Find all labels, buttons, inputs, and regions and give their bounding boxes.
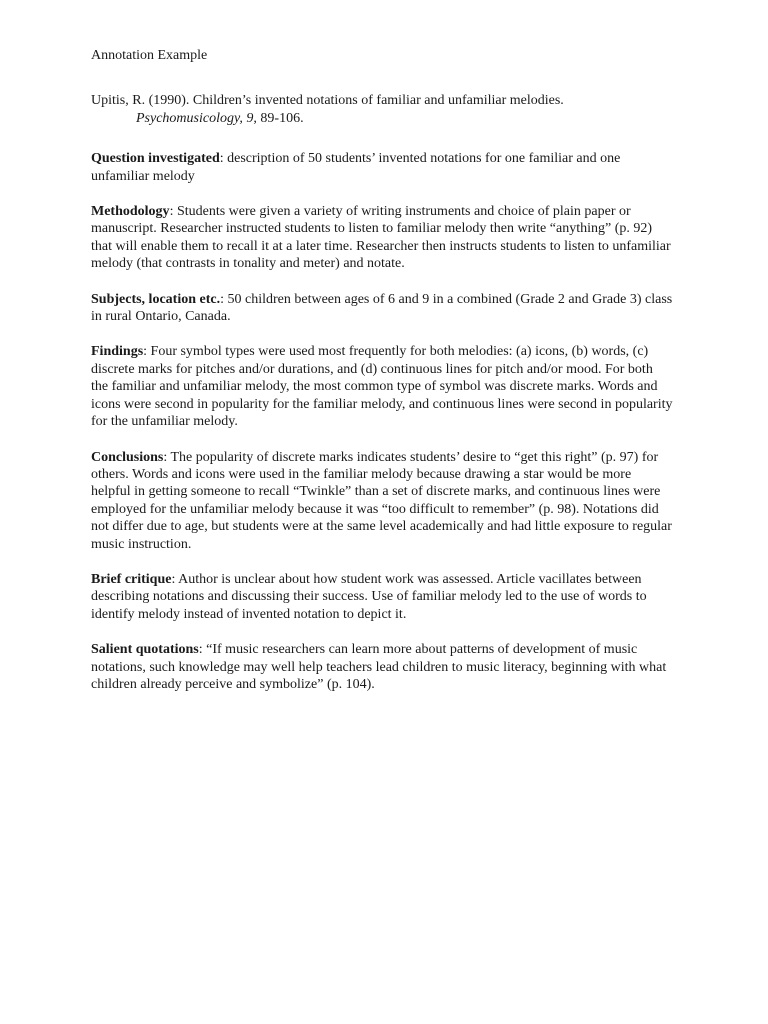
citation-journal: Psychomusicology, 9 <box>136 110 254 126</box>
section-text: Students were given a variety of writing instruments and choice of plain paper or manuscript. Researcher instructed students to listen to familiar melody then write “anything” (p. 92) that will enable them to recall it at a later time. Researcher then instructs students to listen to unfamiliar melody (that contrasts in tonality and meter) and notate. <box>91 204 671 272</box>
section-salient-quotations <box>91 641 673 693</box>
section-conclusions <box>91 449 673 553</box>
section-text: The popularity of discrete marks indicates students’ desire to “get this right” (p. 97) for others. Words and icons were used in the familiar melody because drawing a star would be more helpful in getting someone to recall “Twinkle” than a set of discrete marks, and continuous lines were employed for the unfamiliar melody because it was “too difficult to remember” (p. 98). Notations did not differ due to age, but students were at the same level academically and had little exposure to regular music instruction. <box>91 449 672 552</box>
section-label: Question investigated <box>91 151 220 167</box>
document-page <box>91 47 673 711</box>
section-text: Author is unclear about how student work was assessed. Article vacillates between describing notations and discussing their success. Use of familiar melody led to the use of words to identify melody instead of invented notation to depict it. <box>91 571 647 622</box>
section-methodology <box>91 203 673 273</box>
section-separator: : <box>169 204 177 220</box>
section-subjects-location <box>91 291 673 326</box>
document-title: Annotation Example <box>91 48 208 63</box>
section-separator: : <box>198 642 207 658</box>
section-text: description of 50 students’ invented notations for one familiar and one unfamiliar melody <box>91 151 621 184</box>
section-text: 50 children between ages of 6 and 9 in a combined (Grade 2 and Grade 3) class in rural Ontario, Canada. <box>91 291 673 325</box>
section-label: Conclusions <box>91 449 164 465</box>
section-label: Methodology <box>91 204 170 220</box>
section-question-investigated <box>91 150 673 185</box>
section-separator: : <box>219 151 228 167</box>
section-label: Brief critique <box>91 571 172 587</box>
section-label: Subjects, location etc. <box>91 291 221 307</box>
section-separator: : <box>143 344 151 360</box>
section-text: Four symbol types were used most frequently for both melodies: (a) icons, (b) words, (c) discrete marks for pitches and/or durations, and (d) continuous lines for pitch and/or mood. For both the familiar and unfamiliar melody, the most common type of symbol was discrete marks. Words and icons were second in popularity for the familiar melody, and continuous lines were second in popularity for the unfamiliar melody. <box>91 344 673 430</box>
section-brief-critique <box>91 571 673 623</box>
section-separator: : <box>220 291 228 307</box>
citation <box>91 92 673 127</box>
citation-authors-title: Upitis, R. (1990). Children’s invented notations of familiar and unfamiliar melodies. <box>91 93 564 109</box>
section-findings <box>91 343 673 430</box>
section-separator: : <box>171 571 179 587</box>
section-label: Salient quotations <box>91 642 199 658</box>
citation-pages: , 89-106. <box>253 110 304 126</box>
section-separator: : <box>163 449 171 465</box>
section-text: “If music researchers can learn more about patterns of development of music notations, such knowledge may well help teachers lead children to music literacy, beginning with what children already perceive and symbolize” (p. 104). <box>91 642 667 692</box>
section-label: Findings <box>91 344 144 360</box>
